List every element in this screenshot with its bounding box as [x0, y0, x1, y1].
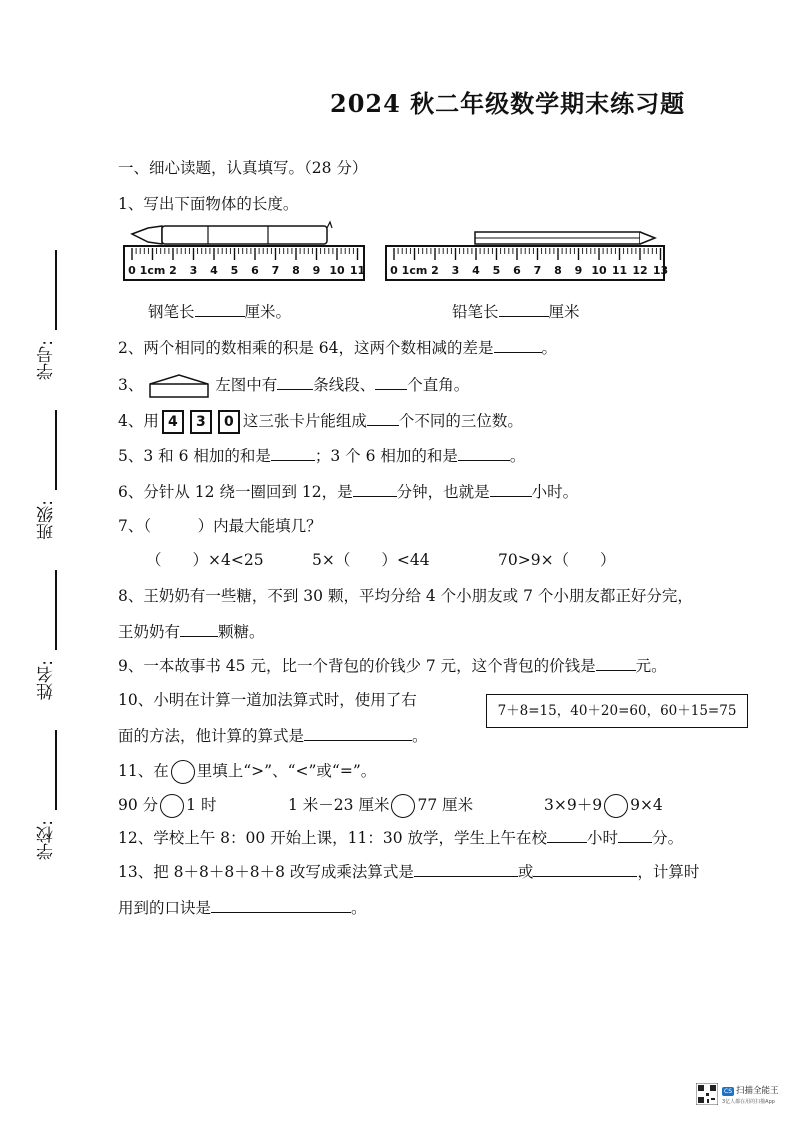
- pencil-icon: [475, 232, 655, 244]
- q5-blank-1[interactable]: [271, 446, 315, 461]
- q13-blank-1[interactable]: [414, 862, 518, 877]
- q3-num: 3、: [118, 376, 144, 394]
- id-label: 学号:: [37, 340, 57, 380]
- digit-card: 3: [190, 410, 212, 434]
- school-fill-line[interactable]: [55, 730, 57, 810]
- q7-part-3[interactable]: 70>9×（ ）: [498, 551, 616, 569]
- id-fill-line[interactable]: [55, 250, 57, 330]
- section-heading: 一、细心读题，认真填写。（28 分）: [118, 159, 368, 177]
- ruler-label: 11: [611, 264, 628, 277]
- pen-prefix: 钢笔长: [148, 303, 195, 321]
- ruler-label: 6: [513, 264, 521, 277]
- ruler-label: 2: [431, 264, 439, 277]
- q11-text: 11、在: [118, 762, 169, 780]
- question-3: [118, 374, 469, 398]
- pencil-length-blank[interactable]: [499, 302, 549, 317]
- ruler-label: 9: [312, 264, 321, 277]
- side-class: [14, 410, 74, 560]
- ruler-label: 1cm: [139, 264, 166, 277]
- pencil-length-row: [452, 302, 580, 322]
- q6-text2: 分钟，也就是: [396, 483, 490, 501]
- q2-blank[interactable]: [494, 338, 542, 353]
- q7-part-2[interactable]: 5×（ ）<44: [312, 551, 430, 569]
- q2-text: 2、两个相同的数相乘的积是 64，这两个数相减的差是: [118, 339, 494, 357]
- ruler-label: 4: [472, 264, 480, 277]
- q6-text: 6、分针从 12 绕一圈回到 12，是: [118, 483, 353, 501]
- method-box: 7＋8=15，40＋20=60，60＋15=75: [486, 694, 748, 728]
- compare-circle-1[interactable]: [160, 794, 184, 818]
- q4-blank[interactable]: [367, 411, 399, 426]
- question-1: 1、写出下面物体的长度。: [118, 195, 299, 213]
- q10-end: 。: [412, 727, 428, 745]
- q8-end: 颗糖。: [218, 623, 265, 641]
- name-fill-line[interactable]: [55, 570, 57, 650]
- q4-text2: 这三张卡片能组成: [242, 412, 367, 430]
- pencil-suffix: 厘米: [548, 303, 580, 321]
- q5-text2: ；3 个 6 相加的和是: [314, 447, 458, 465]
- q13-text2: 或: [517, 863, 534, 881]
- ruler-pencil-figure: [380, 218, 670, 282]
- q8-blank[interactable]: [180, 622, 218, 637]
- brand-badge: CS: [724, 1088, 732, 1095]
- compare-circle-3[interactable]: [604, 794, 628, 818]
- q4-text3: 个不同的三位数。: [398, 412, 523, 430]
- ruler-label: 10: [329, 264, 345, 277]
- q6-end: 小时。: [531, 483, 579, 501]
- q12-text2: 小时: [587, 829, 619, 847]
- ruler-pen-figure: [118, 218, 368, 282]
- q13-end: 。: [351, 899, 367, 917]
- q12-text: 12、学校上午 8：00 开始上课，11：30 放学，学生上午在校: [118, 829, 548, 847]
- q3-blank-segments[interactable]: [277, 375, 313, 390]
- ruler-label: 2: [169, 264, 177, 277]
- q11-part-2: [288, 794, 473, 818]
- question-11: [118, 760, 376, 784]
- q10-blank[interactable]: [304, 726, 412, 741]
- q8-text2: 王奶奶有: [118, 623, 181, 641]
- brand-sub: 3亿人都在用的扫描App: [722, 1099, 775, 1105]
- q13-text3: ，计算时: [637, 863, 700, 881]
- q3-text2: 条线段、: [313, 376, 376, 394]
- digit-card: 0: [218, 410, 240, 434]
- page-title: 2024 秋二年级数学期末练习题: [330, 89, 686, 118]
- question-13-cont: [118, 898, 367, 918]
- q6-blank-2[interactable]: [490, 482, 532, 497]
- question-13: [118, 862, 699, 882]
- digit-card: 4: [162, 410, 184, 434]
- q5-end: 。: [509, 447, 526, 465]
- q11-part-1: [118, 794, 216, 818]
- q11-p3-left: 3×9＋9: [544, 796, 603, 814]
- pen-length-blank[interactable]: [195, 302, 245, 317]
- pen-icon: [132, 222, 332, 244]
- q11-p1-left: 90 分: [118, 796, 159, 814]
- ruler-label: 5: [230, 264, 239, 277]
- question-4: [118, 410, 523, 434]
- q11-p1-right: 1 时: [186, 796, 217, 814]
- q9-text: 9、一本故事书 45 元，比一个背包的价钱少 7 元，这个背包的价钱是: [118, 657, 596, 675]
- ruler-label: 11: [349, 264, 366, 277]
- ruler-label: 12: [632, 264, 648, 277]
- compare-circle-2[interactable]: [391, 794, 415, 818]
- ruler-label: 3: [189, 264, 198, 277]
- pencil-prefix: 铅笔长: [452, 303, 499, 321]
- question-9: [118, 656, 667, 676]
- q13-blank-2[interactable]: [533, 862, 637, 877]
- question-10: 10、小明在计算一道加法算式时，使用了右: [118, 691, 417, 709]
- ruler-label: 5: [492, 264, 501, 277]
- q13-blank-3[interactable]: [211, 898, 351, 913]
- q5-text: 5、3 和 6 相加的和是: [118, 447, 271, 465]
- ruler-label: 9: [574, 264, 583, 277]
- q11-part-3: [544, 794, 663, 818]
- qr-code-icon: [696, 1083, 718, 1105]
- q12-blank-hours[interactable]: [547, 828, 587, 843]
- q3-text: 左图中有: [215, 376, 278, 394]
- question-8-cont: [118, 622, 265, 642]
- ruler-label: 0: [128, 264, 136, 277]
- q3-text3: 个直角。: [407, 376, 470, 394]
- q6-blank-1[interactable]: [353, 482, 397, 497]
- q7-part-1[interactable]: （ ）×4<25: [146, 551, 264, 569]
- question-12: [118, 828, 683, 848]
- brand-name: 扫描全能王: [736, 1086, 779, 1096]
- q11-text2: 里填上“>”、“<”或“=”。: [196, 762, 377, 780]
- pen-length-row: [148, 302, 291, 322]
- q13-text4: 用到的口诀是: [118, 899, 212, 917]
- q11-p2-right: 77 厘米: [417, 796, 474, 814]
- question-8: 8、王奶奶有一些糖，不到 30 颗，平均分给 4 个小朋友或 7 个小朋友都正好分完，: [118, 587, 693, 605]
- question-10-cont: [118, 726, 428, 746]
- q9-end: 元。: [635, 657, 667, 675]
- q13-text: 13、把 8＋8＋8＋8＋8 改写成乘法算式是: [118, 863, 414, 881]
- q11-p3-right: 9×4: [630, 796, 663, 814]
- q10-text2: 面的方法，他计算的算式是: [118, 727, 305, 745]
- q9-blank[interactable]: [596, 656, 636, 671]
- circle-icon: [171, 760, 195, 784]
- q3-blank-angles[interactable]: [375, 375, 407, 390]
- ruler-label: 1cm: [401, 264, 428, 277]
- side-id: [14, 250, 74, 400]
- ruler-label: 10: [591, 264, 607, 277]
- side-name: [14, 570, 74, 720]
- question-6: [118, 482, 578, 502]
- class-label: 班级:: [37, 500, 57, 540]
- class-fill-line[interactable]: [55, 410, 57, 490]
- ruler-label: 4: [210, 264, 218, 277]
- q4-text: 4、用: [118, 412, 159, 430]
- ruler-label: 0: [390, 264, 398, 277]
- q12-end: 分。: [652, 829, 684, 847]
- ruler-label: 13: [652, 264, 669, 277]
- question-2: [118, 338, 557, 358]
- name-label: 姓名:: [37, 660, 57, 700]
- ruler-label: 7: [271, 264, 280, 277]
- pentagon-figure-icon: [148, 374, 210, 398]
- school-label: 学校:: [37, 820, 57, 860]
- scanner-watermark: [722, 1084, 779, 1105]
- side-school: [14, 730, 74, 880]
- ruler-label: 7: [533, 264, 542, 277]
- ruler-label: 8: [292, 264, 300, 277]
- question-7: 7、（ ）内最大能填几？: [118, 517, 322, 535]
- question-5: [118, 446, 525, 466]
- ruler-label: 3: [451, 264, 460, 277]
- q12-blank-minutes[interactable]: [618, 828, 652, 843]
- ruler-label: 8: [554, 264, 562, 277]
- ruler-label: 6: [251, 264, 259, 277]
- q2-end: 。: [541, 339, 558, 357]
- q5-blank-2[interactable]: [458, 446, 510, 461]
- pen-suffix: 厘米。: [244, 303, 292, 321]
- q11-p2-left: 1 米－23 厘米: [288, 796, 390, 814]
